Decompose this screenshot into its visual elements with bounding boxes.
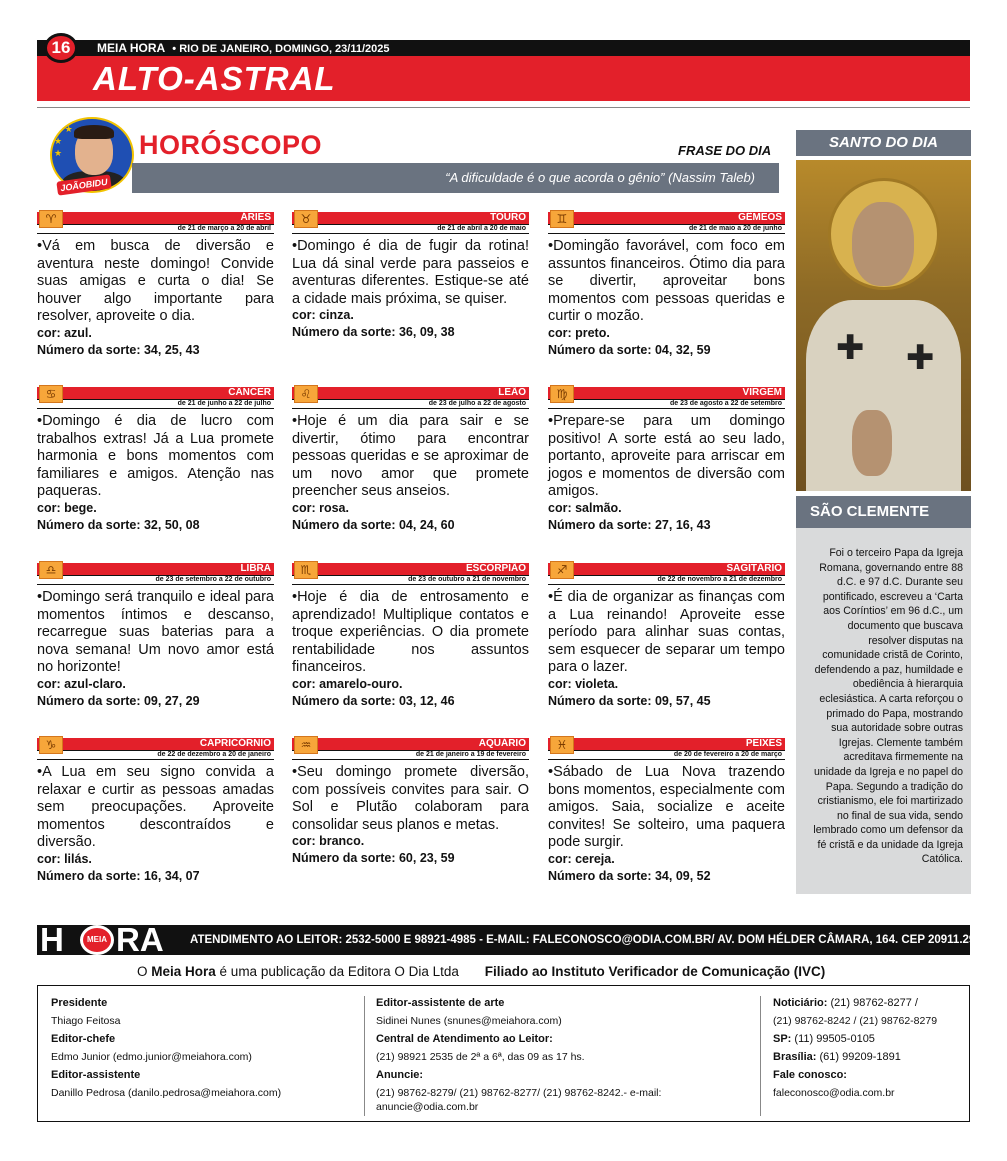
sign-name: VIRGEM (742, 387, 782, 398)
sign-text: •A Lua em seu signo convida a relaxar e curtir as pessoas amadas sem preocupações. Aproveite momentos descontraídos e diversão. (37, 764, 274, 850)
section-title: ALTO-ASTRAL (93, 60, 336, 97)
sign-text: •Seu domingo promete diversão, com possíveis convites para sair. O Sol e Plutão colaboram para consolidar seus planos e metas. (292, 764, 529, 833)
credit-value: (21) 98762-8277 / (830, 997, 918, 1009)
sign-color: cor: branco. (292, 834, 365, 848)
sign-name: AQUÁRIO (478, 738, 526, 749)
credit-value: Edmo Junior (edmo.junior@meiahora.com) (51, 1051, 252, 1063)
sign-name: TOURO (490, 212, 526, 223)
sign-dates: de 21 de maio a 20 de junho (548, 224, 785, 234)
sign-color: cor: azul. (37, 325, 92, 340)
sign-lucky-numbers: Número da sorte: 27, 16, 43 (548, 517, 711, 532)
credit-value: (21) 98921 2535 de 2ª a 6ª, das 09 as 17 hs. (376, 1051, 585, 1063)
sign-name: LEÃO (498, 387, 526, 398)
phrase-label: FRASE DO DIA (678, 143, 772, 158)
sign-color: cor: salmão. (548, 500, 622, 515)
sign-text: •É dia de organizar as finanças com a Lua reinando! Aproveite esse período para alinhar suas contas, sem esquecer de separar um tempo para o lazer. (548, 589, 785, 675)
sign-color: cor: rosa. (292, 500, 349, 515)
sign-lucky-numbers: Número da sorte: 16, 34, 07 (37, 868, 200, 883)
sign-dates: de 20 de fevereiro a 20 de março (548, 750, 785, 760)
virgo-icon: ♍ (550, 385, 574, 403)
scorpio-icon: ♏ (294, 561, 318, 579)
sign-color: cor: cinza. (292, 308, 354, 322)
sign-dates: de 23 de agosto a 22 de setembro (548, 399, 785, 409)
sign-name: CÂNCER (228, 387, 271, 398)
gemini-icon: ♊ (550, 210, 574, 228)
stars-decoration: ★ ★ ★ ★ (54, 124, 73, 158)
masthead-brand: MEIA HORA (97, 41, 166, 55)
sign-dates: de 23 de julho a 22 de agosto (292, 399, 529, 409)
sign-text: •Prepare-se para um domingo positivo! A sorte está ao seu lado, portanto, aproveite para arriscar em jogos e momentos de diversão com amigos. (548, 413, 785, 499)
sign-lucky-numbers: Número da sorte: 03, 12, 46 (292, 693, 455, 708)
sign-pisces (548, 738, 785, 885)
sign-aries (37, 212, 274, 359)
credit-value: Danillo Pedrosa (danilo.pedrosa@meiahora.com) (51, 1087, 282, 1099)
sign-taurus (292, 212, 529, 341)
sign-color: cor: azul-claro. (37, 676, 126, 691)
credit-value: (21) 98762-8242 / (21) 98762-8279 (773, 1015, 938, 1027)
sign-text: •Domingo é dia de fugir da rotina! Lua dá sinal verde para passeios e aventuras diferentes. Estique-se até a cidade mais próxima, se quiser. (292, 238, 529, 307)
taurus-icon: ♉ (294, 210, 318, 228)
sign-capricorn (37, 738, 274, 885)
leo-icon: ♌ (294, 385, 318, 403)
credit-value: faleconosco@odia.com.br (773, 1087, 895, 1099)
sign-color: cor: cereja. (548, 851, 615, 866)
sign-dates: de 21 de abril a 20 de maio (292, 224, 529, 234)
cancer-icon: ♋ (39, 385, 63, 403)
sign-color: cor: violeta. (548, 676, 619, 691)
section-band (37, 56, 970, 101)
sign-color: cor: preto. (548, 325, 610, 340)
sign-lucky-numbers: Número da sorte: 09, 57, 45 (548, 693, 711, 708)
credits-column-3 (773, 992, 963, 1100)
sign-lucky-numbers: Número da sorte: 04, 24, 60 (292, 517, 455, 532)
aquarius-icon: ♒ (294, 736, 318, 754)
sign-color: cor: amarelo-ouro. (292, 676, 403, 691)
sign-lucky-numbers: Número da sorte: 60, 23, 59 (292, 851, 455, 865)
sign-lucky-numbers: Número da sorte: 36, 09, 38 (292, 325, 455, 339)
saint-heading: SANTO DO DIA (796, 130, 971, 156)
cross-icon: ✚ (836, 329, 865, 367)
sign-dates: de 21 de março a 20 de abril (37, 224, 274, 234)
pisces-icon: ♓ (550, 736, 574, 754)
header-divider (37, 107, 970, 108)
publisher-brand: Meia Hora (151, 964, 216, 979)
sign-name: PEIXES (745, 738, 782, 749)
sign-text: •Domingo é dia de lucro com trabalhos extras! Já a Lua promete harmonia e bons momentos com familiares e amigos. Atenção nas paqueras. (37, 413, 274, 499)
credit-label: Noticiário: (773, 997, 828, 1009)
sign-dates: de 21 de junho a 22 de julho (37, 399, 274, 409)
sign-text: •Sábado de Lua Nova trazendo bons momentos, especialmente com amigos. Saia, socialize e aceite convites! Se solteiro, uma paquera pode surgir. (548, 764, 785, 850)
sign-name: ESCORPIÃO (465, 563, 526, 574)
sign-dates: de 21 de janeiro a 19 de fevereiro (292, 750, 529, 760)
sign-gemini (548, 212, 785, 359)
credit-label: Editor-assistente de arte (376, 997, 505, 1009)
sign-lucky-numbers: Número da sorte: 34, 09, 52 (548, 868, 711, 883)
sign-color: cor: lilás. (37, 851, 92, 866)
sign-dates: de 22 de dezembro a 20 de janeiro (37, 750, 274, 760)
sign-libra (37, 563, 274, 710)
cross-icon: ✚ (906, 339, 935, 377)
credit-label: Editor-assistente (51, 1069, 141, 1081)
credit-value: (21) 98762-8279/ (21) 98762-8277/ (21) 98762-8242.- e-mail: anuncie@odia.com.br (376, 1087, 662, 1113)
sign-leo (292, 387, 529, 534)
credit-value: Thiago Feitosa (51, 1015, 121, 1027)
sign-dates: de 23 de outubro a 21 de novembro (292, 575, 529, 585)
credit-label: Central de Atendimento ao Leitor: (376, 1033, 553, 1045)
credit-value: Sidinei Nunes (snunes@meiahora.com) (376, 1015, 562, 1027)
astrologer-name-tag: JOÃOBIDU (56, 174, 111, 195)
credit-label: SP: (773, 1033, 792, 1045)
top-bar (37, 40, 970, 56)
saint-biography: Foi o terceiro Papa da Igreja Romana, governando entre 88 d.C. e 97 d.C. Durante seu pontificado, escreveu a ‘Carta aos Coríntios’ em 96 d.C., um documento que buscava resolver disputas na comunidade cristã de Corinto, defendendo a paz, humildade e obediência à hierarquia eclesiástica. A carta reforçou o primado do Papa, mostrando sua autoridade sobre outras Igrejas. Clemente também acreditava firmemente na unidade da Igreja e no papel do Papa. Segundo a tradição do cristianismo, ele foi martirizado no final de sua vida, sendo lembrado como um defensor da fé cristã e da unidade da Igreja Católica. (796, 528, 971, 894)
reader-service-contact: ATENDIMENTO AO LEITOR: 2532-5000 E 98921-4985 - E-MAIL: FALECONOSCO@ODIA.COM.BR/ AV. DOM HÉLDER CÂMARA, 164. CEP 20911.292, RJ (190, 934, 1003, 946)
sign-text: •Domingão favorável, com foco em assuntos financeiros. Ótimo dia para se divertir, aproveitar bons momentos com pessoas queridas e curtir o mozão. (548, 238, 785, 324)
ivc-affiliation: Filiado ao Instituto Verificador de Comunicação (IVC) (484, 964, 826, 979)
capricorn-icon: ♑ (39, 736, 63, 754)
dateline: • RIO DE JANEIRO, DOMINGO, 23/11/2025 (172, 43, 390, 55)
credit-label: Brasília: (773, 1051, 817, 1063)
sign-name: ÁRIES (240, 212, 271, 223)
page-number: 16 (44, 33, 78, 63)
sagittarius-icon: ♐ (550, 561, 574, 579)
credit-label: Fale conosco: (773, 1069, 847, 1081)
sign-dates: de 22 de novembro a 21 de dezembro (548, 575, 785, 585)
sign-lucky-numbers: Número da sorte: 09, 27, 29 (37, 693, 200, 708)
sign-text: •Hoje é dia de entrosamento e aprendizado! Multiplique contatos e troque experiências. O dia promete rentabilidade nos assuntos financeiros. (292, 589, 529, 675)
credits-box (37, 986, 970, 1122)
libra-icon: ♎ (39, 561, 63, 579)
sign-aquarius (292, 738, 529, 867)
sign-virgo (548, 387, 785, 534)
meia-hora-logo: H MEIA RA (40, 921, 164, 958)
sign-lucky-numbers: Número da sorte: 34, 25, 43 (37, 342, 200, 357)
publisher-line: O Meia Hora é uma publicação da Editora O Dia Ltda Filiado ao Instituto Verificador de Comunicação (IVC) (37, 958, 970, 986)
sign-dates: de 23 de setembro a 22 de outubro (37, 575, 274, 585)
credit-label: Anuncie: (376, 1069, 424, 1081)
sign-lucky-numbers: Número da sorte: 04, 32, 59 (548, 342, 711, 357)
credit-label: Editor-chefe (51, 1033, 116, 1045)
sign-sagittarius (548, 563, 785, 710)
sign-name: SAGITÁRIO (726, 563, 782, 574)
horoscope-title: HORÓSCOPO (139, 130, 323, 160)
credits-column-2 (376, 992, 756, 1114)
sign-lucky-numbers: Número da sorte: 32, 50, 08 (37, 517, 200, 532)
phrase-of-the-day: “A dificuldade é o que acorda o gênio” (Nassim Taleb) (132, 163, 779, 193)
credit-value: (61) 99209-1891 (819, 1051, 901, 1063)
sign-scorpio (292, 563, 529, 710)
sign-name: GÊMEOS (738, 212, 782, 223)
credit-label: Presidente (51, 997, 108, 1009)
sign-text: •Domingo será tranquilo e ideal para momentos íntimos e descanso, recarregue suas baterias para a nova semana! Um novo amor está no horizonte! (37, 589, 274, 675)
sign-name: CAPRICÓRNIO (199, 738, 271, 749)
aries-icon: ♈ (39, 210, 63, 228)
sign-name: LIBRA (240, 563, 271, 574)
saint-image (796, 160, 971, 491)
credit-value: (11) 99505-0105 (794, 1033, 875, 1045)
sign-text: •Hoje é um dia para sair e se divertir, ótimo para encontrar pessoas queridas e se aproximar de um novo amor que promete preencher seus anseios. (292, 413, 529, 499)
sign-text: •Vá em busca de diversão e aventura neste domingo! Convide suas amigas e curta o dia! Se houver algo importante para resolver, aproveite o dia. (37, 238, 274, 324)
saint-name: SÃO CLEMENTE (796, 496, 971, 528)
credits-column-1 (51, 992, 351, 1100)
sign-cancer (37, 387, 274, 534)
sign-color: cor: bege. (37, 500, 97, 515)
